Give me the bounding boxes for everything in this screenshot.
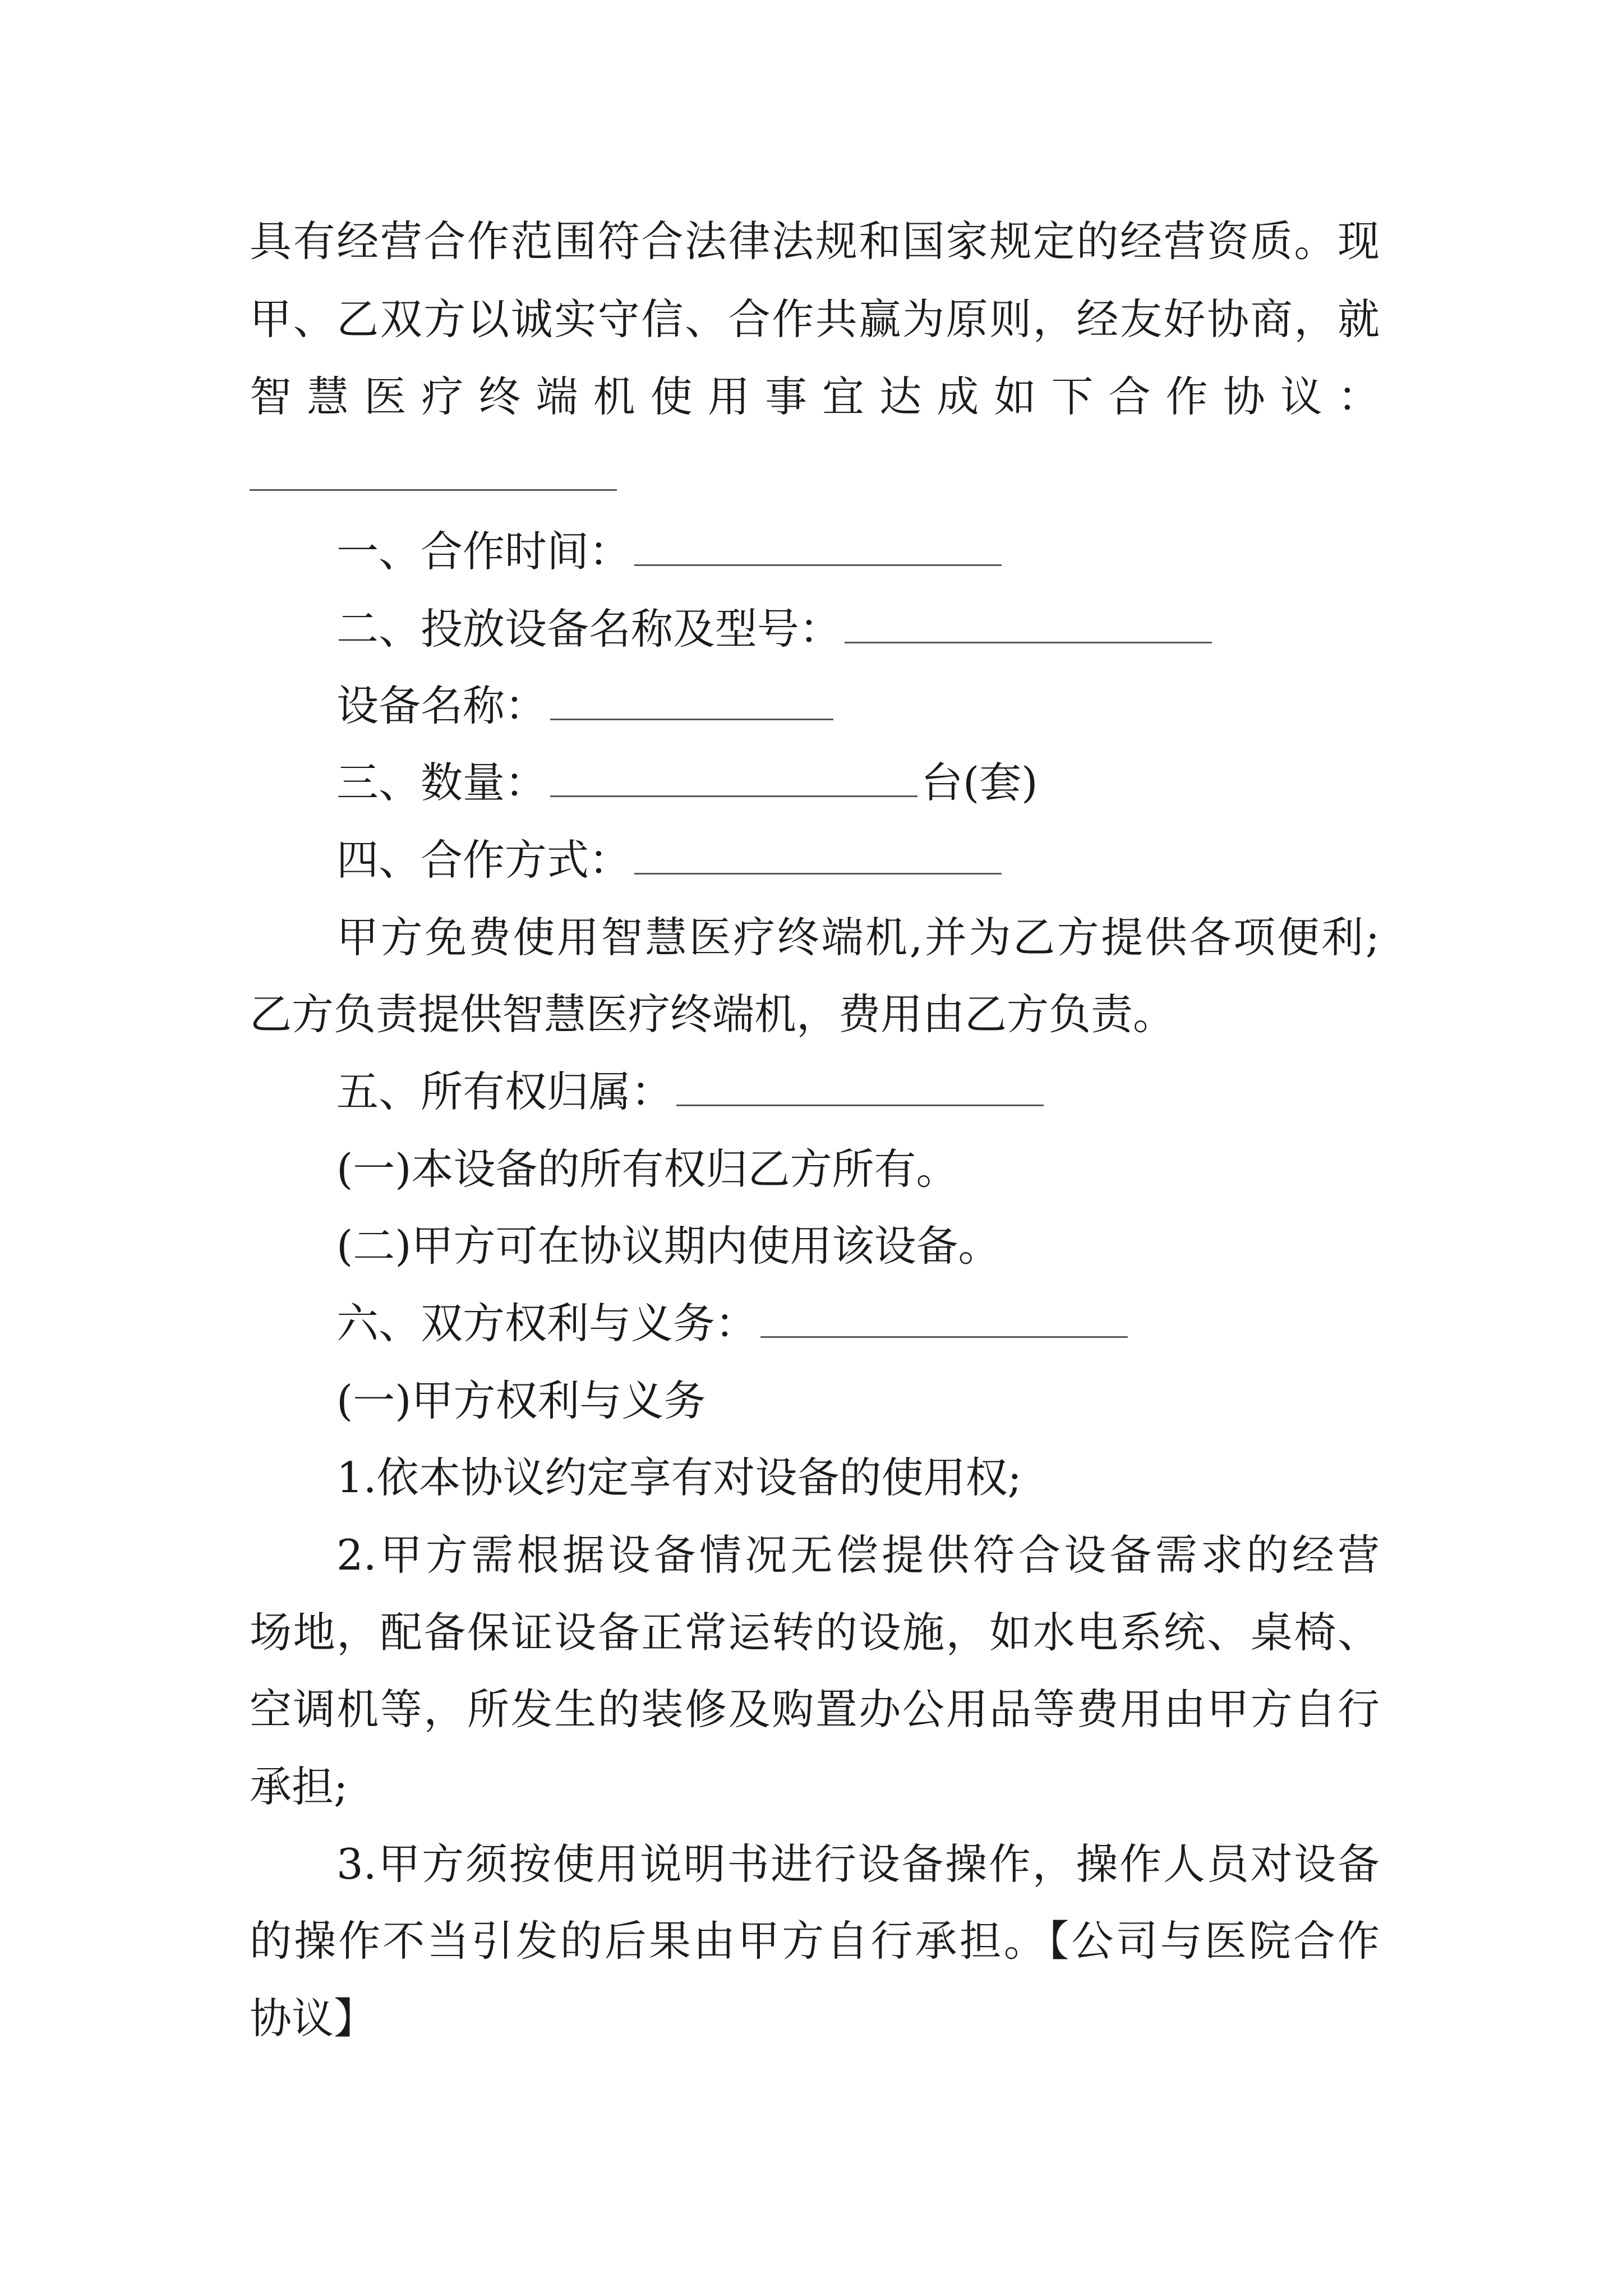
separator-blank-line: [250, 489, 617, 491]
rights-label: 六、双方权利与义务：: [336, 1299, 758, 1348]
cooperation-time-row: [336, 527, 1005, 576]
device-name-blank: [550, 718, 833, 720]
mode-line-2: 乙方负责提供智慧医疗终端机，费用由乙方负责。: [250, 990, 1175, 1039]
quantity-blank: [550, 795, 917, 797]
cooperation-mode-label: 四、合作方式：: [336, 835, 631, 885]
quantity-unit: 台(套): [921, 758, 1038, 807]
right-2-line-3: 空调机等，所发生的装修及购置办公用品等费用由甲方自行: [250, 1685, 1380, 1734]
intro-line-3: 智慧医疗终端机使用事宜达成如下合作协议：: [250, 372, 1380, 421]
device-name-model-row: [336, 604, 1215, 654]
ownership-row: [336, 1067, 1047, 1116]
right-2-line-1: 2.甲方需根据设备情况无偿提供符合设备需求的经营: [336, 1530, 1380, 1580]
right-3-line-2: 的操作不当引发的后果由甲方自行承担。【公司与医院合作: [250, 1916, 1380, 1966]
device-name-model-label: 二、投放设备名称及型号：: [336, 604, 842, 654]
rights-blank: [760, 1336, 1128, 1338]
quantity-label: 三、数量：: [336, 758, 547, 807]
cooperation-mode-row: [336, 835, 1005, 885]
quantity-row: [336, 758, 1038, 807]
mode-line-1: 甲方免费使用智慧医疗终端机,并为乙方提供各项便利;: [336, 913, 1380, 962]
intro-line-2: 甲、乙双方以诚实守信、合作共赢为原则，经友好协商，就: [250, 295, 1380, 344]
intro-line-1: 具有经营合作范围符合法律法规和国家规定的经营资质。现: [250, 217, 1380, 266]
ownership-item-2: (二)甲方可在协议期内使用该设备。: [336, 1221, 1000, 1271]
right-3-line-3: 协议】: [250, 1994, 376, 2043]
right-3-line-1: 3.甲方须按使用说明书进行设备操作，操作人员对设备: [336, 1839, 1380, 1889]
ownership-label: 五、所有权归属：: [336, 1067, 674, 1116]
cooperation-time-label: 一、合作时间：: [336, 527, 631, 576]
ownership-blank: [676, 1104, 1044, 1106]
right-2-line-2: 场地，配备保证设备正常运转的设施，如水电系统、桌椅、: [250, 1608, 1380, 1657]
party-a-rights-heading: (一)甲方权利与义务: [336, 1376, 706, 1425]
right-2-line-4: 承担;: [250, 1762, 348, 1811]
rights-row: [336, 1299, 1131, 1348]
device-name-row: [336, 681, 837, 730]
cooperation-mode-blank: [634, 872, 1002, 875]
device-name-label: 设备名称：: [336, 681, 547, 730]
device-name-model-blank: [845, 641, 1212, 643]
ownership-item-1: (一)本设备的所有权归乙方所有。: [336, 1144, 958, 1194]
right-1: 1.依本协议约定享有对设备的使用权;: [336, 1453, 1022, 1502]
cooperation-time-blank: [634, 564, 1002, 566]
